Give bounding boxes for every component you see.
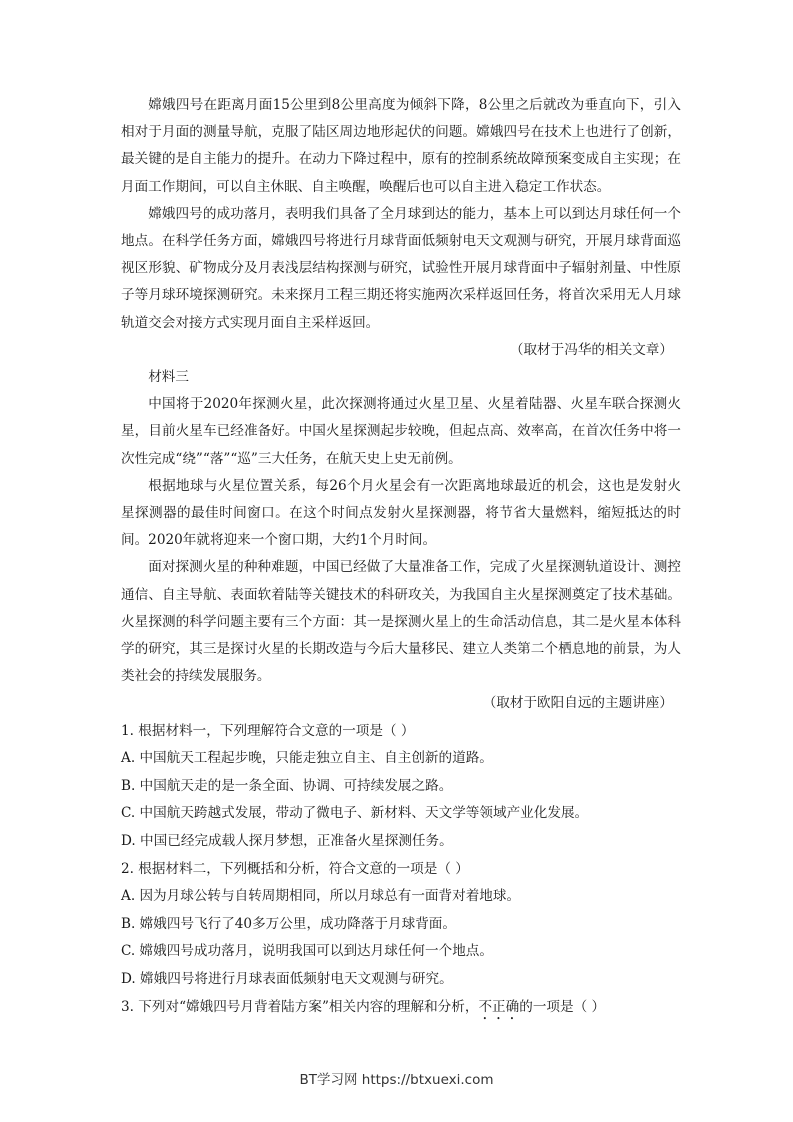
question-2-option-a: A. 因为月球公转与自转周期相同，所以月球总有一面背对着地球。 [121,888,521,905]
question-2-option-d: D. 嫦娥四号将进行月球表面低频射电天文观测与研究。 [121,971,453,988]
question-1-option-a: A. 中国航天工程起步晚，只能走独立自主、自主创新的道路。 [121,750,493,767]
material3-paragraph-1: 中国将于2020年探测火星，此次探测将通过火星卫星、火星着陆器、火星车联合探测火星，目前火星车已经准备好。中国火星探测起步较晚，但起点高、效率高，在首次任务中将一次性完成“绕”“落”“巡”三大任务，在航天史上史无前例。 [121,396,681,467]
material3-paragraph-3: 面对探测火星的种种难题，中国已经做了大量准备工作，完成了火星探测轨道设计、测控通信、自主导航、表面软着陆等关键技术的科研攻关，为我国自主火星探测奠定了技术基础。火星探测的科学问题主要有三个方面：其一是探测火星上的生命活动信息，其二是火星本体科学的研究，其三是探讨火星的长期改造与今后大量移民、建立人类第二个栖息地的前景，为人类社会的持续发展服务。 [121,559,681,685]
footer-watermark: BT学习网 https://btxuexi.com [299,1072,494,1088]
material2-paragraph-1: 嫦娥四号在距离月面15公里到8公里高度为倾斜下降，8公里之后就改为垂直向下，引入相对于月面的测量导航，克服了陆区周边地形起伏的问题。嫦娥四号在技术上也进行了创新，最关键的是自主能力的提升。在动力下降过程中，原有的控制系统故障预案变成自主实现；在月面工作期间，可以自主休眠、自主唤醒，唤醒后也可以自主进入稳定工作状态。 [121,97,681,195]
question-2-option-c: C. 嫦娥四号成功落月，说明我国可以到达月球任何一个地点。 [121,943,493,960]
question-2-option-b: B. 嫦娥四号飞行了40多万公里，成功降落于月球背面。 [121,915,456,932]
material2-paragraph-2: 嫦娥四号的成功落月，表明我们具备了全月球到达的能力，基本上可以到达月球任何一个地点。在科学任务方面，嫦娥四号将进行月球背面低频射电天文观测与研究，开展月球背面巡视区形貌、矿物成分及月表浅层结构探测与研究，试验性开展月球背面中子辐射剂量、中性原子等月球环境探测研究。未来探月工程三期还将实施两次采样返回任务，将首次采用无人月球轨道交会对接方式实现月面自主采样返回。 [121,205,681,331]
material3-paragraph-2: 根据地球与火星位置关系，每26个月火星会有一次距离地球最近的机会，这也是发射火星探测器的最佳时间窗口。在这个时间点发射火星探测器，将节省大量燃料，缩短抵达的时间。2020年就将迎来一个窗口期，大约1个月时间。 [121,477,681,549]
question-2-stem: 2. 根据材料二，下列概括和分析，符合文意的一项是（ ） [121,860,469,877]
question-3-stem-end: 的一项是（ ） [519,998,606,1015]
document-body [121,92,681,1023]
question-3-stem [121,994,681,1023]
material2-source: （取材于冯华的相关文章） [509,341,673,358]
question-3-stem-start: 3. 下列对“嫦娥四号月背着陆方案”相关内容的理解和分析， [121,998,479,1015]
question-1-option-c: C. 中国航天跨越式发展，带动了微电子、新材料、天文学等领域产业化发展。 [121,805,589,822]
material3-heading: 材料三 [148,369,189,386]
question-3-emphasis: 不正确 [478,998,520,1015]
question-1-option-b: B. 中国航天走的是一条全面、协调、可持续发展之路。 [121,777,453,794]
material3-source: （取材于欧阳自远的主题讲座） [482,695,673,712]
question-1-stem: 1. 根据材料一，下列理解符合文意的一项是（ ） [121,722,415,739]
question-1-option-d: D. 中国已经完成载人探月梦想，正准备火星探测任务。 [121,833,453,850]
